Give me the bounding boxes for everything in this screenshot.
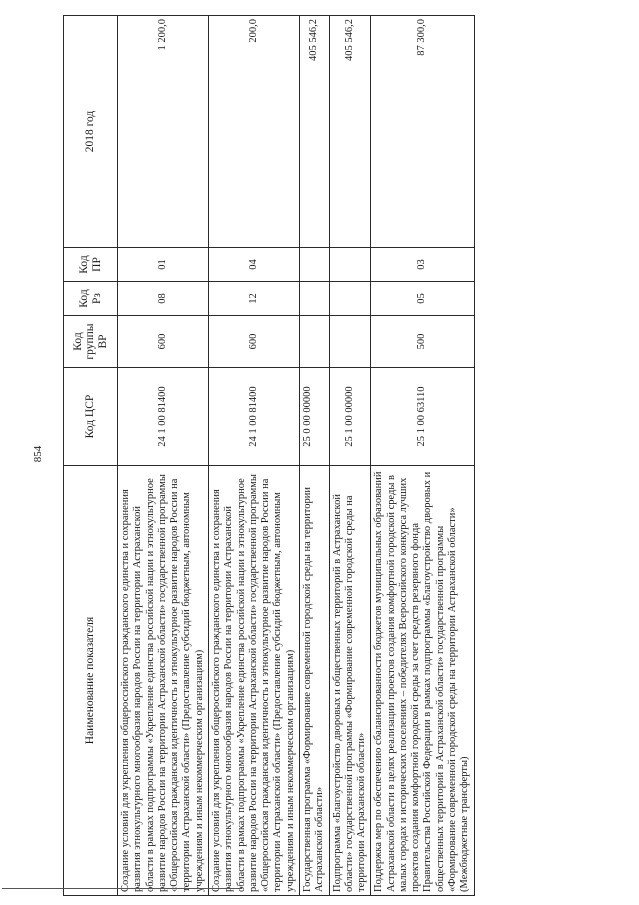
- row-sum: 405 546,2: [329, 16, 371, 248]
- row-csr: 24 1 00 81400: [118, 368, 209, 466]
- table-row: [118, 16, 209, 896]
- row-sum: 1 200,0: [118, 16, 209, 248]
- row-rz: 12: [208, 282, 299, 316]
- row-rz: 08: [118, 282, 209, 316]
- row-sum: 200,0: [208, 16, 299, 248]
- row-pr: [299, 248, 329, 282]
- header-pr: Код ПР: [64, 248, 118, 282]
- table-row: [208, 16, 299, 896]
- table-row: [371, 16, 474, 896]
- row-sum: 405 546,2: [299, 16, 329, 248]
- bottom-divider: [2, 888, 242, 889]
- row-rz: [299, 282, 329, 316]
- row-pr: [329, 248, 371, 282]
- budget-table: [63, 16, 593, 896]
- row-rz: 05: [371, 282, 474, 316]
- row-vr: [299, 316, 329, 368]
- row-name: Создание условий для укрепления общероссийского гражданского единства и сохранения развития этнокультурного многообразия народов России на территории Астраханской области в рамках подпрограммы «Укрепление единства российской нации и этнокультурное развитие народов России на территории Астраханской области» государственной программы «Общероссийская гражданская идентичность и этнокультурное развитие народов России на территории Астраханской области» (Предоставление субсидий бюджетным, автономным учреждениям и иным некоммерческим организациям): [208, 466, 299, 896]
- page-number: 854: [32, 445, 44, 463]
- header-vr: Код группы ВР: [64, 316, 118, 368]
- row-name: Государственная программа «Формирование современной городской среды на территории Астраханской области»: [299, 466, 329, 896]
- row-pr: 03: [371, 248, 474, 282]
- row-vr: 600: [118, 316, 209, 368]
- header-year: 2018 год: [64, 16, 118, 248]
- row-vr: 500: [371, 316, 474, 368]
- row-pr: 01: [118, 248, 209, 282]
- row-name: Подпрограмма «Благоустройство дворовых и общественных территорий в Астраханской области» государственной программы «Формирование современной городской среды на территории Астраханской области»: [329, 466, 371, 896]
- row-sum: 87 300,0: [371, 16, 474, 248]
- row-name: Создание условий для укрепления общероссийского гражданского единства и сохранения развития этнокультурного многообразия народов России на территории Астраханской области в рамках подпрограммы «Укрепление единства российской нации и этнокультурное развитие народов России на территории Астраханской области» государственной программы «Общероссийская гражданская идентичность и этнокультурное развитие народов России на территории Астраханской области» (Предоставление субсидий бюджетным, автономным учреждениям и иным некоммерческим организациям): [118, 466, 209, 896]
- row-csr: 25 0 00 00000: [299, 368, 329, 466]
- row-vr: 600: [208, 316, 299, 368]
- table-row: [299, 16, 329, 896]
- table-row: [329, 16, 371, 896]
- header-rz: Код Рз: [64, 282, 118, 316]
- row-csr: 25 1 00 63110: [371, 368, 474, 466]
- row-pr: 04: [208, 248, 299, 282]
- row-csr: 24 1 00 81400: [208, 368, 299, 466]
- row-rz: [329, 282, 371, 316]
- row-name: Поддержка мер по обеспечению сбалансированности бюджетов муниципальных образований Астраханской области в целях реализации проектов создания комфортной городской среды в малых городах и исторических поселениях – победителях Всероссийского конкурса лучших проектов создания комфортной городской среды за счет средств резервного фонда Правительства Российской Федерации в рамках подпрограммы «Благоустройство дворовых и общественных территорий в Астраханской области» государственной программы «Формирование современной городской среды на территории Астраханской области» (Межбюджетные трансферты): [371, 466, 474, 896]
- header-csr: Код ЦСР: [64, 368, 118, 466]
- row-csr: 25 1 00 00000: [329, 368, 371, 466]
- header-row: [64, 16, 118, 896]
- header-name: Наименование показателя: [64, 466, 118, 896]
- row-vr: [329, 316, 371, 368]
